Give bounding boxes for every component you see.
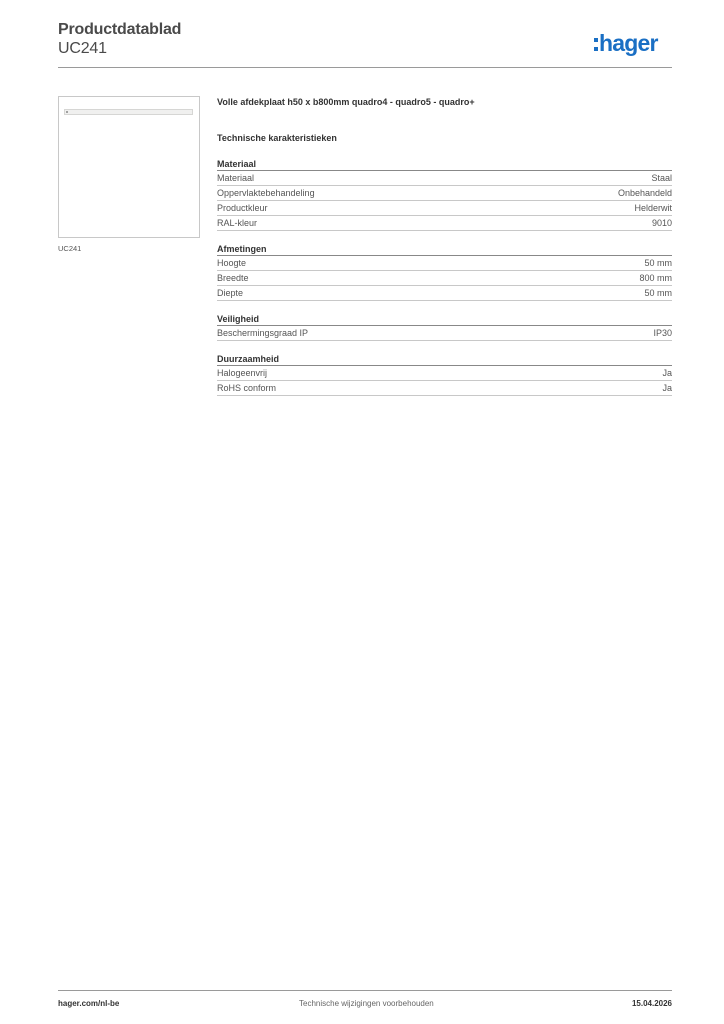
spec-value: 50 mm — [644, 288, 672, 298]
spec-section — [217, 243, 672, 301]
spec-label: Hoogte — [217, 258, 247, 268]
section-title: Afmetingen — [217, 243, 672, 256]
footer-website[interactable]: hager.com/nl-be — [58, 999, 120, 1008]
spec-label: Beschermingsgraad IP — [217, 328, 309, 338]
spec-row — [217, 286, 672, 301]
spec-row — [217, 201, 672, 216]
page-title: Productdatablad — [58, 21, 182, 38]
spec-value: Helderwit — [634, 203, 672, 213]
spec-value: IP30 — [653, 328, 672, 338]
spec-row — [217, 381, 672, 396]
footer-date: 15.04.2026 — [631, 999, 672, 1008]
product-name: Volle afdekplaat h50 x b800mm quadro4 - quadro5 - quadro+ — [217, 97, 475, 107]
spec-value: Staal — [651, 173, 672, 183]
header-divider — [58, 67, 672, 68]
footer-divider — [58, 990, 672, 991]
spec-sections — [217, 158, 672, 396]
spec-label: RoHS conform — [217, 383, 277, 393]
spec-section — [217, 313, 672, 341]
product-image — [58, 96, 200, 238]
spec-value: 800 mm — [639, 273, 672, 283]
section-title: Duurzaamheid — [217, 353, 672, 366]
spec-row — [217, 186, 672, 201]
spec-row — [217, 271, 672, 286]
spec-row — [217, 256, 672, 271]
spec-row — [217, 216, 672, 231]
spec-row — [217, 171, 672, 186]
spec-value: 9010 — [651, 218, 672, 228]
logo-text: hager — [599, 30, 658, 56]
cover-plate-image — [64, 109, 193, 115]
spec-row — [217, 366, 672, 381]
section-title: Materiaal — [217, 158, 672, 171]
spec-label: Oppervlaktebehandeling — [217, 188, 315, 198]
spec-label: Breedte — [217, 273, 249, 283]
spec-value: Ja — [662, 368, 672, 378]
footer-disclaimer: Technische wijzigingen voorbehouden — [299, 999, 434, 1008]
spec-row — [217, 326, 672, 341]
spec-section — [217, 158, 672, 231]
spec-content — [217, 96, 672, 396]
spec-value: Onbehandeld — [617, 188, 672, 198]
tech-heading: Technische karakteristieken — [217, 133, 337, 143]
product-code: UC241 — [58, 40, 107, 57]
image-caption: UC241 — [58, 244, 82, 253]
spec-value: Ja — [662, 383, 672, 393]
spec-label: Halogeenvrij — [217, 368, 268, 378]
spec-section — [217, 353, 672, 396]
spec-label: Productkleur — [217, 203, 268, 213]
spec-value: 50 mm — [644, 258, 672, 268]
spec-label: Materiaal — [217, 173, 255, 183]
spec-label: RAL-kleur — [217, 218, 258, 228]
hager-logo — [594, 28, 676, 58]
section-title: Veiligheid — [217, 313, 672, 326]
spec-label: Diepte — [217, 288, 244, 298]
